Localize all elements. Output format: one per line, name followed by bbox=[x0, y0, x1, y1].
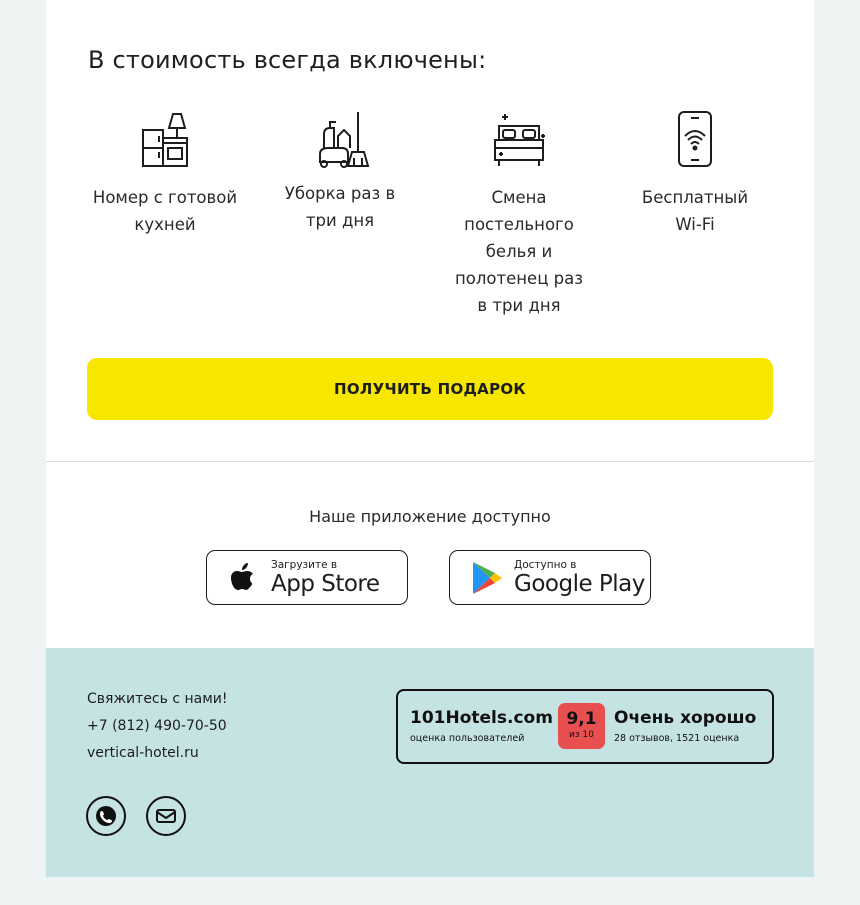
rating-badge[interactable] bbox=[396, 689, 774, 764]
app-store-button[interactable] bbox=[206, 550, 408, 605]
smartphone-wifi-icon bbox=[663, 108, 727, 172]
google-play-small-text: Доступно в bbox=[514, 559, 577, 571]
google-play-big-text: Google Play bbox=[514, 571, 645, 597]
feature-label: Номер с готовой кухней bbox=[92, 188, 238, 234]
email-button[interactable] bbox=[146, 796, 186, 836]
feature-bed-linen bbox=[444, 108, 594, 319]
footer bbox=[46, 648, 814, 877]
contact-title: Свяжитесь с нами! bbox=[87, 691, 228, 707]
divider bbox=[46, 461, 814, 462]
feature-label: Уборка раз в три дня bbox=[284, 184, 396, 230]
feature-label: Бесплатный Wi-Fi bbox=[641, 188, 749, 234]
google-play-button[interactable] bbox=[449, 550, 651, 605]
contact-website[interactable]: vertical-hotel.ru bbox=[87, 745, 199, 761]
feature-cleaning bbox=[265, 108, 415, 234]
rating-verdict: Очень хорошо bbox=[614, 708, 757, 728]
feature-label: Смена постельного белья и полотенец раз в три дня bbox=[454, 188, 584, 315]
content-panel bbox=[46, 0, 814, 648]
bed-linen-icon bbox=[487, 108, 551, 172]
rating-out-of: из 10 bbox=[569, 730, 594, 740]
app-store-small-text: Загрузите в bbox=[271, 559, 338, 571]
whatsapp-icon bbox=[94, 804, 118, 828]
app-available-title: Наше приложение доступно bbox=[309, 507, 551, 526]
whatsapp-button[interactable] bbox=[86, 796, 126, 836]
app-store-big-text: App Store bbox=[271, 571, 380, 597]
rating-reviews: 28 отзывов, 1521 оценка bbox=[614, 733, 740, 744]
apple-icon bbox=[227, 560, 261, 596]
cleaning-icon bbox=[308, 108, 372, 172]
contact-phone[interactable]: +7 (812) 490-70-50 bbox=[87, 718, 227, 734]
rating-site-sub: оценка пользователей bbox=[410, 733, 525, 744]
included-heading: В стоимость всегда включены: bbox=[88, 46, 487, 74]
feature-wifi bbox=[620, 108, 770, 238]
rating-score-box bbox=[558, 703, 605, 749]
rating-site: 101Hotels.com bbox=[410, 708, 553, 728]
mail-icon bbox=[155, 805, 177, 827]
google-play-icon bbox=[470, 560, 504, 596]
rating-score: 9,1 bbox=[566, 709, 597, 729]
feature-kitchen bbox=[90, 108, 240, 238]
get-gift-button[interactable]: ПОЛУЧИТЬ ПОДАРОК bbox=[87, 358, 773, 420]
kitchen-icon bbox=[133, 108, 197, 172]
